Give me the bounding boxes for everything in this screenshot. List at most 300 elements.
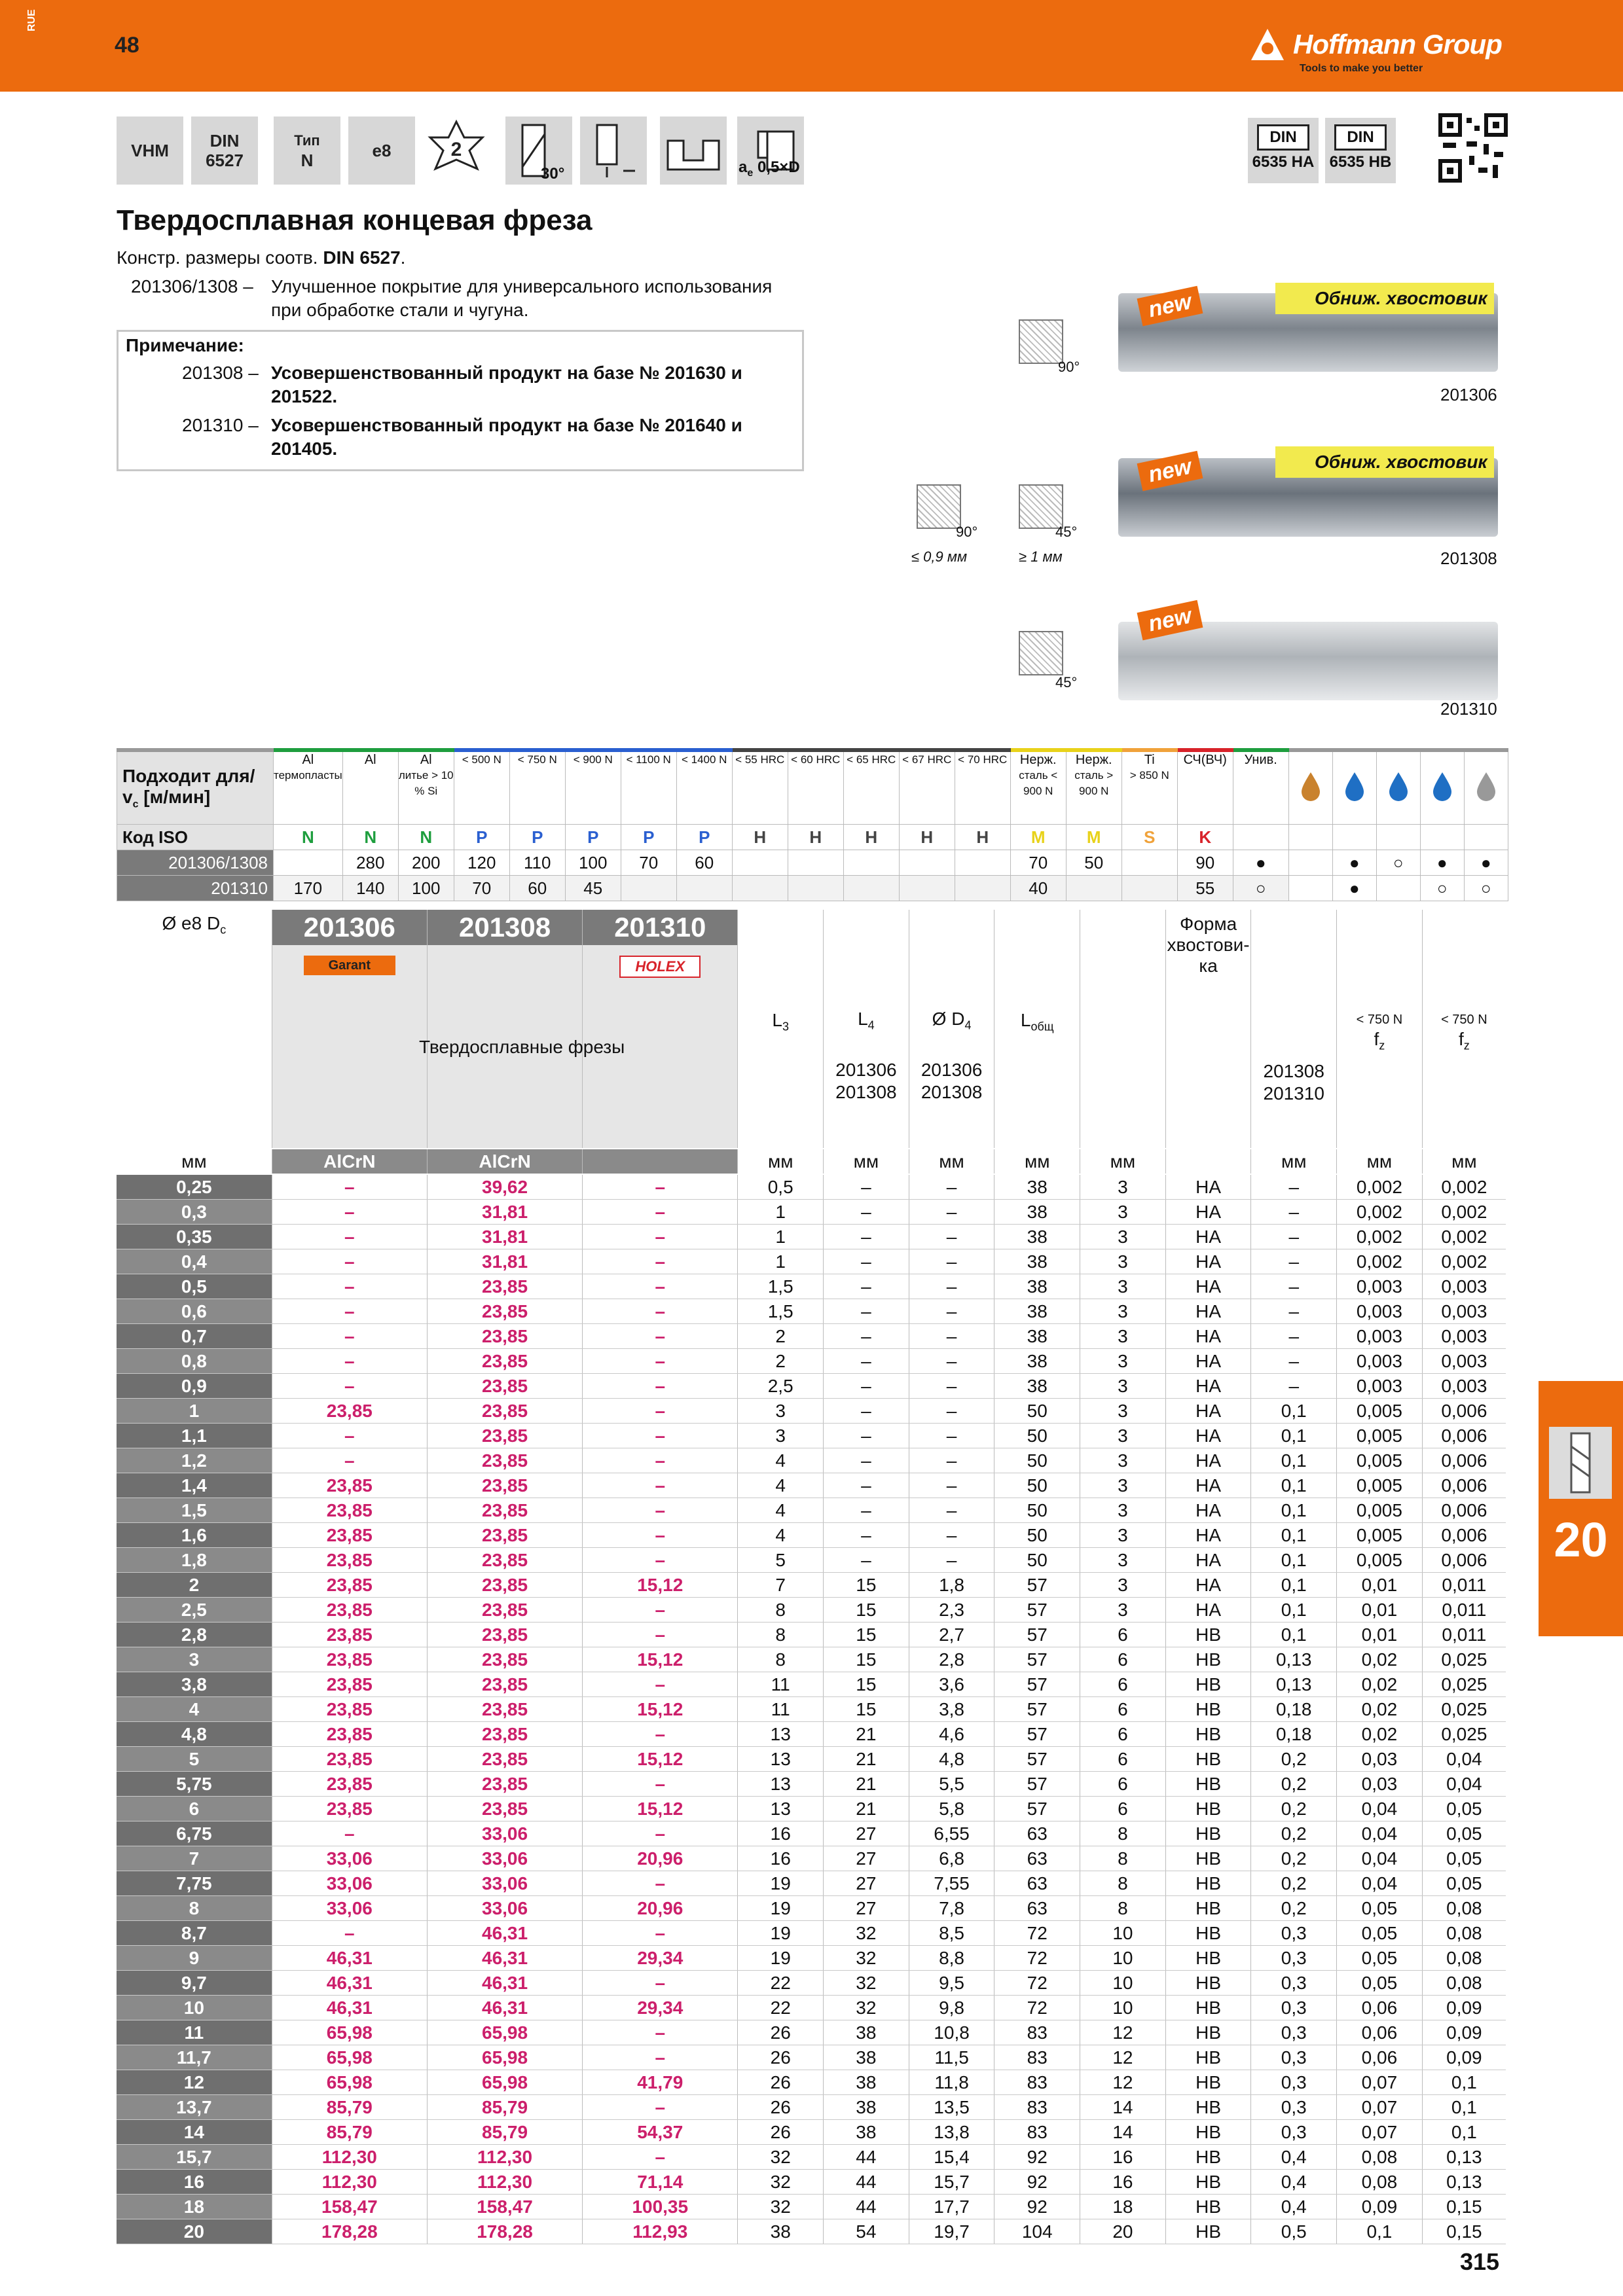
cell-price-201306[interactable]: 112,30 bbox=[272, 2145, 427, 2170]
cell-d4: 5,5 bbox=[909, 1772, 994, 1797]
cell-chamfer: 0,3 bbox=[1251, 2070, 1337, 2095]
cell-fz2: 0,006 bbox=[1422, 1498, 1506, 1523]
corner-90-icon bbox=[1019, 319, 1063, 364]
cell-price-201310: – bbox=[583, 1374, 738, 1399]
cell-dc: 0,8 bbox=[117, 1349, 272, 1374]
cell-fz1: 0,02 bbox=[1337, 1672, 1423, 1697]
cell-chamfer: 0,4 bbox=[1251, 2170, 1337, 2195]
cell-shank-dia: 3 bbox=[1080, 1299, 1166, 1324]
suit-col-sub: < 70 HRC bbox=[958, 753, 1008, 766]
dimensions-standard: Констр. размеры соотв. DIN 6527. bbox=[117, 247, 406, 268]
cell-price-201308[interactable]: 23,85 bbox=[427, 1598, 582, 1623]
cell-shank-dia: 18 bbox=[1080, 2195, 1166, 2219]
cell-d4: 19,7 bbox=[909, 2219, 994, 2244]
vc-value bbox=[955, 850, 1010, 876]
cell-price-201308[interactable]: 39,62 bbox=[427, 1174, 582, 1200]
cell-price-201308[interactable]: 23,85 bbox=[427, 1747, 582, 1772]
cell-d4: 6,55 bbox=[909, 1821, 994, 1846]
cell-shank-form: HA bbox=[1165, 1225, 1251, 1249]
iso-label: Код ISO bbox=[117, 825, 274, 850]
cell-fz2: 0,002 bbox=[1422, 1174, 1506, 1200]
cell-lt: 63 bbox=[994, 1896, 1080, 1921]
cell-price-201308[interactable]: 178,28 bbox=[427, 2219, 582, 2244]
cell-price-201308[interactable]: 33,06 bbox=[427, 1896, 582, 1921]
unit-shank bbox=[1165, 1149, 1251, 1174]
header-201310: 201310 HOLEX bbox=[583, 910, 738, 1149]
cell-price-201310: – bbox=[583, 1523, 738, 1548]
vc-value bbox=[788, 850, 843, 876]
cell-chamfer: 0,1 bbox=[1251, 1623, 1337, 1647]
flutes-icon bbox=[423, 117, 490, 185]
cell-price-201306[interactable]: 65,98 bbox=[272, 2070, 427, 2095]
table-row bbox=[117, 2070, 1506, 2095]
cell-lt: 57 bbox=[994, 1598, 1080, 1623]
cell-dc: 0,9 bbox=[117, 1374, 272, 1399]
cell-fz2: 0,011 bbox=[1422, 1598, 1506, 1623]
cell-l4: 27 bbox=[824, 1846, 909, 1871]
cell-price-201306[interactable]: 85,79 bbox=[272, 2120, 427, 2145]
cell-price-201310[interactable]: 20,96 bbox=[583, 1846, 738, 1871]
cell-price-201308[interactable]: 65,98 bbox=[427, 2070, 582, 2095]
cell-d4: 2,3 bbox=[909, 1598, 994, 1623]
vc-value: 90 bbox=[1177, 850, 1233, 876]
cell-price-201310[interactable]: 15,12 bbox=[583, 1573, 738, 1598]
cell-fz2: 0,1 bbox=[1422, 2070, 1506, 2095]
qr-code-icon[interactable] bbox=[1438, 113, 1508, 183]
cell-price-201306[interactable]: 178,28 bbox=[272, 2219, 427, 2244]
cell-dc: 3 bbox=[117, 1647, 272, 1672]
cell-chamfer: 0,1 bbox=[1251, 1448, 1337, 1473]
table-row bbox=[117, 2219, 1506, 2244]
cell-shank-dia: 16 bbox=[1080, 2145, 1166, 2170]
cell-price-201306: – bbox=[272, 1249, 427, 1274]
cell-price-201308[interactable]: 33,06 bbox=[427, 1871, 582, 1896]
cell-shank-dia: 8 bbox=[1080, 1846, 1166, 1871]
cell-price-201308[interactable]: 23,85 bbox=[427, 1374, 582, 1399]
cell-l3: 26 bbox=[738, 2045, 824, 2070]
table-row bbox=[117, 1374, 1506, 1399]
cell-l4: 27 bbox=[824, 1821, 909, 1846]
suit-col-5 bbox=[565, 750, 621, 825]
cell-price-201306[interactable]: 23,85 bbox=[272, 1697, 427, 1722]
cell-fz2: 0,05 bbox=[1422, 1871, 1506, 1896]
vc-value: 45 bbox=[565, 876, 621, 901]
cell-shank-form: HB bbox=[1165, 1921, 1251, 1946]
cell-l4: – bbox=[824, 1225, 909, 1249]
cell-price-201310[interactable]: 15,12 bbox=[583, 1647, 738, 1672]
vc-value: 60 bbox=[509, 876, 565, 901]
cell-l3: 11 bbox=[738, 1672, 824, 1697]
cell-price-201308[interactable]: 23,85 bbox=[427, 1722, 582, 1747]
cell-price-201308[interactable]: 23,85 bbox=[427, 1697, 582, 1722]
cell-shank-dia: 10 bbox=[1080, 1971, 1166, 1996]
header-201306: 201306 Garant bbox=[272, 910, 427, 1149]
cell-price-201310: – bbox=[583, 1349, 738, 1374]
cell-price-201306[interactable]: 23,85 bbox=[272, 1772, 427, 1797]
suit-col-sub: сталь > 900 N bbox=[1074, 769, 1114, 797]
cell-l3: 3 bbox=[738, 1399, 824, 1424]
cell-price-201308[interactable]: 33,06 bbox=[427, 1846, 582, 1871]
cell-dc: 0,3 bbox=[117, 1200, 272, 1225]
cell-price-201310: – bbox=[583, 1971, 738, 1996]
cell-lt: 63 bbox=[994, 1821, 1080, 1846]
cell-price-201310: – bbox=[583, 1672, 738, 1697]
cell-price-201310[interactable]: 15,12 bbox=[583, 1747, 738, 1772]
language-code: RUE bbox=[26, 9, 37, 31]
cell-l3: 4 bbox=[738, 1523, 824, 1548]
vc-value: 110 bbox=[509, 850, 565, 876]
cell-fz1: 0,02 bbox=[1337, 1722, 1423, 1747]
table-row bbox=[117, 1473, 1506, 1498]
cell-lt: 83 bbox=[994, 2120, 1080, 2145]
cell-price-201308[interactable]: 23,85 bbox=[427, 1523, 582, 1548]
cell-price-201308[interactable]: 65,98 bbox=[427, 2020, 582, 2045]
iso-cool-2 bbox=[1376, 825, 1420, 850]
cell-shank-dia: 6 bbox=[1080, 1797, 1166, 1821]
cell-d4: 5,8 bbox=[909, 1797, 994, 1821]
cell-price-201306[interactable]: 23,85 bbox=[272, 1672, 427, 1697]
coolant-icon-0 bbox=[1288, 750, 1332, 825]
cell-price-201310: – bbox=[583, 1299, 738, 1324]
note2-text2: 201405. bbox=[271, 439, 338, 459]
iso-code-6: P bbox=[621, 825, 676, 850]
cell-price-201306[interactable]: 23,85 bbox=[272, 1623, 427, 1647]
unit-l3: мм bbox=[738, 1149, 824, 1174]
cell-price-201308[interactable]: 46,31 bbox=[427, 1946, 582, 1971]
cell-d4: 2,8 bbox=[909, 1647, 994, 1672]
cell-l3: 19 bbox=[738, 1896, 824, 1921]
cell-price-201308[interactable]: 31,81 bbox=[427, 1200, 582, 1225]
cell-shank-form: HA bbox=[1165, 1448, 1251, 1473]
cell-price-201310[interactable]: 15,12 bbox=[583, 1797, 738, 1821]
cell-lt: 57 bbox=[994, 1797, 1080, 1821]
coating-201310 bbox=[583, 1149, 738, 1174]
vc-value bbox=[732, 850, 788, 876]
cell-shank-dia: 8 bbox=[1080, 1821, 1166, 1846]
cell-price-201308[interactable]: 31,81 bbox=[427, 1249, 582, 1274]
cell-price-201306[interactable]: 85,79 bbox=[272, 2095, 427, 2120]
cell-lt: 72 bbox=[994, 1921, 1080, 1946]
cell-price-201308[interactable]: 31,81 bbox=[427, 1225, 582, 1249]
cell-fz1: 0,04 bbox=[1337, 1846, 1423, 1871]
cell-d4: 8,8 bbox=[909, 1946, 994, 1971]
vc-value bbox=[843, 876, 899, 901]
cell-price-201306[interactable]: 23,85 bbox=[272, 1722, 427, 1747]
cell-shank-form: HA bbox=[1165, 1598, 1251, 1623]
cell-l3: 0,5 bbox=[738, 1174, 824, 1200]
cell-lt: 38 bbox=[994, 1174, 1080, 1200]
header-shank-dia bbox=[1080, 910, 1166, 1149]
cell-price-201310: – bbox=[583, 1821, 738, 1846]
cell-price-201306[interactable]: 23,85 bbox=[272, 1399, 427, 1424]
cell-price-201310[interactable]: 15,12 bbox=[583, 1697, 738, 1722]
cell-chamfer: 0,1 bbox=[1251, 1424, 1337, 1448]
cell-shank-form: HB bbox=[1165, 1821, 1251, 1846]
cell-chamfer: 0,13 bbox=[1251, 1647, 1337, 1672]
cell-lt: 92 bbox=[994, 2170, 1080, 2195]
tool-code-201308: 201308 bbox=[1440, 548, 1497, 568]
cell-l4: 38 bbox=[824, 2020, 909, 2045]
cell-dc: 12 bbox=[117, 2070, 272, 2095]
cell-price-201306[interactable]: 23,85 bbox=[272, 1523, 427, 1548]
cell-shank-form: HB bbox=[1165, 1722, 1251, 1747]
cell-dc: 0,4 bbox=[117, 1249, 272, 1274]
suit-col-11 bbox=[899, 750, 955, 825]
cell-price-201308[interactable]: 23,85 bbox=[427, 1274, 582, 1299]
cell-price-201306[interactable]: 65,98 bbox=[272, 2020, 427, 2045]
cell-shank-dia: 3 bbox=[1080, 1399, 1166, 1424]
cell-price-201308[interactable]: 158,47 bbox=[427, 2195, 582, 2219]
cell-lt: 63 bbox=[994, 1871, 1080, 1896]
cell-price-201308[interactable]: 23,85 bbox=[427, 1548, 582, 1573]
cell-l3: 13 bbox=[738, 1722, 824, 1747]
cell-price-201306[interactable]: 23,85 bbox=[272, 1797, 427, 1821]
cell-dc: 9 bbox=[117, 1946, 272, 1971]
table-row bbox=[117, 1722, 1506, 1747]
cell-price-201310[interactable]: 71,14 bbox=[583, 2170, 738, 2195]
table-row bbox=[117, 1225, 1506, 1249]
cell-lt: 83 bbox=[994, 2070, 1080, 2095]
header-dc: Ø e8 $D_c$ bbox=[117, 910, 272, 1149]
suit-col-title: Al bbox=[420, 753, 432, 767]
table-row bbox=[117, 1324, 1506, 1349]
suit-col-13 bbox=[1010, 750, 1066, 825]
cell-price-201308[interactable]: 23,85 bbox=[427, 1349, 582, 1374]
cell-price-201308[interactable]: 46,31 bbox=[427, 1971, 582, 1996]
cell-price-201306: – bbox=[272, 1921, 427, 1946]
note2-code: 201310 – bbox=[182, 415, 259, 435]
cell-chamfer: 0,2 bbox=[1251, 1846, 1337, 1871]
cell-price-201308[interactable]: 23,85 bbox=[427, 1473, 582, 1498]
cell-price-201306[interactable]: 158,47 bbox=[272, 2195, 427, 2219]
cell-fz1: 0,05 bbox=[1337, 1921, 1423, 1946]
cell-l4: 38 bbox=[824, 2120, 909, 2145]
cell-lt: 92 bbox=[994, 2145, 1080, 2170]
cell-l3: 3 bbox=[738, 1424, 824, 1448]
cell-l3: 22 bbox=[738, 1971, 824, 1996]
cell-shank-dia: 3 bbox=[1080, 1548, 1166, 1573]
cell-shank-dia: 3 bbox=[1080, 1249, 1166, 1274]
cell-price-201306[interactable]: 112,30 bbox=[272, 2170, 427, 2195]
cell-l3: 4 bbox=[738, 1448, 824, 1473]
cell-price-201306[interactable]: 23,85 bbox=[272, 1498, 427, 1523]
cell-fz1: 0,002 bbox=[1337, 1249, 1423, 1274]
cell-dc: 5,75 bbox=[117, 1772, 272, 1797]
cell-price-201308[interactable]: 23,85 bbox=[427, 1448, 582, 1473]
cell-price-201308[interactable]: 85,79 bbox=[427, 2095, 582, 2120]
tool-code-201310: 201310 bbox=[1440, 699, 1497, 719]
cell-price-201306[interactable]: 46,31 bbox=[272, 1971, 427, 1996]
cell-l3: 1,5 bbox=[738, 1299, 824, 1324]
table-row bbox=[117, 1349, 1506, 1374]
cell-shank-form: HA bbox=[1165, 1573, 1251, 1598]
table-row bbox=[117, 1647, 1506, 1672]
vc-value bbox=[1122, 876, 1177, 901]
hoffmann-logo-icon bbox=[1247, 25, 1288, 62]
cell-price-201308[interactable]: 65,98 bbox=[427, 2045, 582, 2070]
cell-price-201310[interactable]: 41,79 bbox=[583, 2070, 738, 2095]
cell-price-201306[interactable]: 65,98 bbox=[272, 2045, 427, 2070]
cell-d4: – bbox=[909, 1374, 994, 1399]
cell-chamfer: 0,13 bbox=[1251, 1672, 1337, 1697]
cell-chamfer: 0,3 bbox=[1251, 2095, 1337, 2120]
cell-price-201308[interactable]: 23,85 bbox=[427, 1573, 582, 1598]
cell-price-201306[interactable]: 23,85 bbox=[272, 1647, 427, 1672]
cell-price-201308[interactable]: 23,85 bbox=[427, 1672, 582, 1697]
cell-price-201306[interactable]: 33,06 bbox=[272, 1846, 427, 1871]
new-badge-201310: new bbox=[1137, 600, 1203, 641]
cell-price-201306[interactable]: 33,06 bbox=[272, 1896, 427, 1921]
cell-lt: 57 bbox=[994, 1772, 1080, 1797]
cell-shank-form: HB bbox=[1165, 2045, 1251, 2070]
cell-d4: – bbox=[909, 1473, 994, 1498]
cell-l4: – bbox=[824, 1349, 909, 1374]
cell-dc: 9,7 bbox=[117, 1971, 272, 1996]
iso-code-2: N bbox=[398, 825, 454, 850]
header-chamfer: 201308 201310 bbox=[1251, 910, 1337, 1149]
cell-price-201308[interactable]: 23,85 bbox=[427, 1797, 582, 1821]
cell-shank-form: HB bbox=[1165, 2145, 1251, 2170]
cell-dc: 8 bbox=[117, 1896, 272, 1921]
note2-text: Усовершенствованный продукт на базе № 201640 и bbox=[271, 415, 742, 435]
cell-shank-form: HA bbox=[1165, 1249, 1251, 1274]
cell-l3: 26 bbox=[738, 2095, 824, 2120]
unit-lt: мм bbox=[994, 1149, 1080, 1174]
cell-price-201308[interactable]: 23,85 bbox=[427, 1498, 582, 1523]
cell-l4: – bbox=[824, 1274, 909, 1299]
cell-lt: 72 bbox=[994, 1971, 1080, 1996]
corner-90-label: 90° bbox=[1058, 359, 1080, 375]
cell-fz2: 0,006 bbox=[1422, 1399, 1506, 1424]
cell-fz2: 0,006 bbox=[1422, 1548, 1506, 1573]
cell-price-201308[interactable]: 23,85 bbox=[427, 1424, 582, 1448]
cell-l4: 15 bbox=[824, 1672, 909, 1697]
cell-chamfer: 0,1 bbox=[1251, 1473, 1337, 1498]
cell-price-201308[interactable]: 23,85 bbox=[427, 1623, 582, 1647]
cell-price-201310[interactable]: 29,34 bbox=[583, 1946, 738, 1971]
cell-price-201310[interactable]: 29,34 bbox=[583, 1996, 738, 2020]
cell-fz1: 0,07 bbox=[1337, 2070, 1423, 2095]
cell-price-201308[interactable]: 112,30 bbox=[427, 2170, 582, 2195]
iso-code-10: H bbox=[843, 825, 899, 850]
cell-lt: 38 bbox=[994, 1200, 1080, 1225]
cell-price-201310[interactable]: 20,96 bbox=[583, 1896, 738, 1921]
cell-fz1: 0,02 bbox=[1337, 1647, 1423, 1672]
coating-code: 201306/1308 – bbox=[131, 276, 253, 296]
vc-value: 140 bbox=[342, 876, 398, 901]
material-badge: VHM bbox=[117, 117, 183, 185]
cell-price-201306: – bbox=[272, 1821, 427, 1846]
cell-lt: 83 bbox=[994, 2020, 1080, 2045]
coolant-mark: ● bbox=[1332, 850, 1376, 876]
cell-fz2: 0,13 bbox=[1422, 2170, 1506, 2195]
cell-shank-dia: 6 bbox=[1080, 1623, 1166, 1647]
cell-price-201306[interactable]: 23,85 bbox=[272, 1573, 427, 1598]
cell-price-201308[interactable]: 23,85 bbox=[427, 1772, 582, 1797]
iso-cool-1 bbox=[1332, 825, 1376, 850]
cell-dc: 11,7 bbox=[117, 2045, 272, 2070]
cell-shank-dia: 12 bbox=[1080, 2045, 1166, 2070]
suit-col-sub: сталь < 900 N bbox=[1019, 769, 1058, 797]
cell-d4: – bbox=[909, 1424, 994, 1448]
cell-price-201308[interactable]: 46,31 bbox=[427, 1921, 582, 1946]
cell-price-201306[interactable]: 46,31 bbox=[272, 1946, 427, 1971]
cell-price-201310: – bbox=[583, 1473, 738, 1498]
cell-price-201310: – bbox=[583, 1448, 738, 1473]
cell-l4: 38 bbox=[824, 2045, 909, 2070]
cell-l3: 32 bbox=[738, 2170, 824, 2195]
cell-l3: 13 bbox=[738, 1797, 824, 1821]
iso-cool-3 bbox=[1420, 825, 1464, 850]
unit-fz2: мм bbox=[1422, 1149, 1506, 1174]
cell-price-201308[interactable]: 23,85 bbox=[427, 1299, 582, 1324]
cell-shank-dia: 3 bbox=[1080, 1349, 1166, 1374]
cell-lt: 72 bbox=[994, 1946, 1080, 1971]
cell-price-201308[interactable]: 46,31 bbox=[427, 1996, 582, 2020]
cell-price-201306[interactable]: 23,85 bbox=[272, 1598, 427, 1623]
cell-dc: 1,1 bbox=[117, 1424, 272, 1448]
chapter-tab[interactable] bbox=[1539, 1381, 1623, 1636]
cell-l4: 32 bbox=[824, 1921, 909, 1946]
table-row bbox=[117, 2120, 1506, 2145]
cell-dc: 1 bbox=[117, 1399, 272, 1424]
cell-price-201306[interactable]: 46,31 bbox=[272, 1996, 427, 2020]
cell-price-201310[interactable]: 54,37 bbox=[583, 2120, 738, 2145]
cell-l3: 8 bbox=[738, 1647, 824, 1672]
cell-chamfer: 0,1 bbox=[1251, 1573, 1337, 1598]
cell-shank-form: HA bbox=[1165, 1424, 1251, 1448]
cell-l3: 26 bbox=[738, 2020, 824, 2045]
end-mill-chapter-icon bbox=[1549, 1427, 1612, 1499]
table-row bbox=[117, 2170, 1506, 2195]
iso-code-5: P bbox=[565, 825, 621, 850]
cell-l3: 7 bbox=[738, 1573, 824, 1598]
cell-d4: 8,5 bbox=[909, 1921, 994, 1946]
cell-price-201308[interactable]: 23,85 bbox=[427, 1647, 582, 1672]
cell-fz2: 0,08 bbox=[1422, 1896, 1506, 1921]
cell-chamfer: 0,3 bbox=[1251, 1971, 1337, 1996]
cell-shank-form: HA bbox=[1165, 1200, 1251, 1225]
cell-price-201308[interactable]: 112,30 bbox=[427, 2145, 582, 2170]
cell-price-201308[interactable]: 23,85 bbox=[427, 1399, 582, 1424]
cell-price-201306[interactable]: 23,85 bbox=[272, 1473, 427, 1498]
cell-shank-form: HA bbox=[1165, 1498, 1251, 1523]
cell-fz2: 0,025 bbox=[1422, 1722, 1506, 1747]
cell-l3: 2 bbox=[738, 1349, 824, 1374]
cell-price-201306[interactable]: 23,85 bbox=[272, 1747, 427, 1772]
reduced-shank-label-1: Обниж. хвостовик bbox=[1275, 283, 1494, 314]
chamfer-45-icon-2 bbox=[1019, 631, 1063, 675]
cell-l3: 38 bbox=[738, 2219, 824, 2244]
cell-price-201306[interactable]: 23,85 bbox=[272, 1548, 427, 1573]
cell-price-201310[interactable]: 112,93 bbox=[583, 2219, 738, 2244]
cell-fz1: 0,1 bbox=[1337, 2219, 1423, 2244]
chamfer-45-icon bbox=[1019, 484, 1063, 529]
cell-price-201310[interactable]: 100,35 bbox=[583, 2195, 738, 2219]
cell-price-201308[interactable]: 23,85 bbox=[427, 1324, 582, 1349]
cell-price-201306[interactable]: 33,06 bbox=[272, 1871, 427, 1896]
suit-col-15 bbox=[1122, 750, 1177, 825]
cell-fz2: 0,025 bbox=[1422, 1647, 1506, 1672]
cell-price-201310: – bbox=[583, 2020, 738, 2045]
cell-price-201308[interactable]: 85,79 bbox=[427, 2120, 582, 2145]
suit-col-4 bbox=[509, 750, 565, 825]
cell-price-201306: – bbox=[272, 1424, 427, 1448]
cell-shank-form: HB bbox=[1165, 1747, 1251, 1772]
cell-chamfer: 0,2 bbox=[1251, 1747, 1337, 1772]
new-badge-201306: new bbox=[1137, 286, 1203, 327]
cell-price-201308[interactable]: 33,06 bbox=[427, 1821, 582, 1846]
